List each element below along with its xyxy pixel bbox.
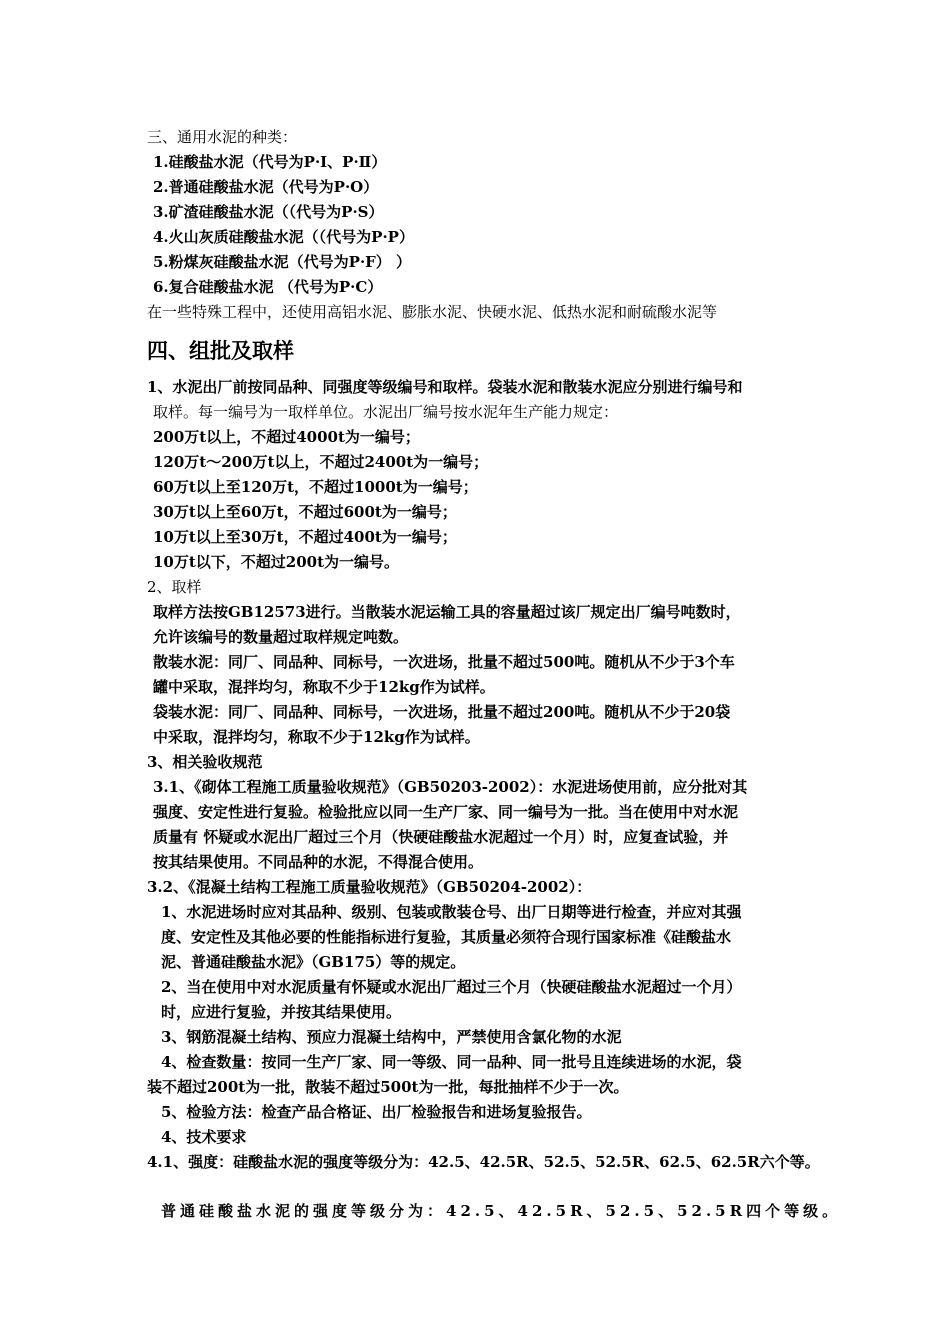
tech-requirements-heading: 4、技术要求 [161,1128,247,1146]
bagged-cement-paragraph: 中采取，混拌均匀，称取不少于12kg作为试样。 [153,728,480,746]
spec-3-2-item: 2、当在使用中对水泥质量有怀疑或水泥出厂超过三个月（快硬硅酸盐水泥超过一个月） [161,978,742,996]
spec-heading: 3、相关验收规范 [147,753,263,771]
cement-type-item: 3.矿渣硅酸盐水泥（（代号为P·S） [153,203,384,221]
cement-type-item: 2.普通硅酸盐水泥（代号为P·O） [153,178,379,196]
spec-3-1-paragraph: 3.1、《砌体工程施工质量验收规范》（GB50203-2002）：水泥进场使用前，应分批对其 [153,778,748,796]
special-cement-note: 在一些特殊工程中，还使用高铝水泥、膨胀水泥、快硬水泥、低热水泥和耐硫酸水泥等 [147,303,718,321]
batch-rule: 60万t以上至120万t，不超过1000t为一编号； [153,478,478,496]
cement-type-item: 1.硅酸盐水泥（代号为P·Ⅰ、P·Ⅱ） [153,153,387,171]
batch-rule: 10万t以下，不超过200t为一编号。 [153,553,400,571]
ordinary-cement-grades: 普通硅酸盐水泥的强度等级分为：42.5、42.5R、52.5、52.5R四个等级。 [161,1202,842,1220]
spec-3-2-item: 装不超过200t为一批，散装不超过500t为一批，每批抽样不少于一次。 [147,1078,629,1096]
batch-rule: 10万t以上至30万t，不超过400t为一编号； [153,528,457,546]
cement-type-item: 5.粉煤灰硅酸盐水泥（代号为P·F） ） [153,253,412,271]
spec-3-2-item: 泥、普通硅酸盐水泥》（GB175）等的规定。 [161,953,466,971]
cement-type-item: 4.火山灰质硅酸盐水泥（（代号为P·P） [153,228,414,246]
section-4-heading: 四、组批及取样 [147,338,294,363]
batch-rule: 120万t～200万t以上，不超过2400t为一编号； [153,453,489,471]
batching-paragraph: 取样。每一编号为一取样单位。水泥出厂编号按水泥年生产能力规定： [153,403,619,421]
spec-3-2-item: 3、钢筋混凝土结构、预应力混凝土结构中，严禁使用含氯化物的水泥 [161,1028,622,1046]
spec-3-1-paragraph: 强度、安定性进行复验。检验批应以同一生产厂家、同一编号为一批。当在使用中对水泥 [153,803,739,821]
bulk-cement-paragraph: 罐中采取，混拌均匀，称取不少于12kg作为试样。 [153,678,495,696]
spec-3-2-heading: 3.2、《混凝土结构工程施工质量验收规范》（GB50204-2002）： [147,878,592,896]
spec-3-1-paragraph: 质量有 怀疑或水泥出厂超过三个月（快硬硅酸盐水泥超过一个月）时，应复查试验，并 [153,828,729,846]
cement-type-item: 6.复合硅酸盐水泥 （代号为P·C） [153,278,383,296]
sampling-paragraph: 允许该编号的数量超过取样规定吨数。 [153,628,409,646]
batch-rule: 200万t以上，不超过4000t为一编号； [153,428,420,446]
sampling-heading: 2、取样 [147,578,202,596]
spec-3-2-item: 1、水泥进场时应对其品种、级别、包装或散装仓号、出厂日期等进行检查，并应对其强 [161,903,742,921]
batch-rule: 30万t以上至60万t，不超过600t为一编号； [153,503,457,521]
spec-3-2-item: 度、安定性及其他必要的性能指标进行复验，其质量必须符合现行国家标准《硅酸盐水 [161,928,732,946]
section-3-title: 三、通用水泥的种类： [147,128,298,146]
spec-3-2-item: 时，应进行复验，并按其结果使用。 [161,1003,402,1021]
spec-3-2-item: 5、检验方法：检查产品合格证、出厂检验报告和进场复验报告。 [161,1103,592,1121]
sampling-paragraph: 取样方法按GB12573进行。当散装水泥运输工具的容量超过该厂规定出厂编号吨数时， [153,603,741,621]
strength-grade-paragraph: 4.1、强度：硅酸盐水泥的强度等级分为：42.5、42.5R、52.5、52.5R、62.5、62.5R六个等。 [147,1153,820,1171]
spec-3-2-item: 4、检查数量：按同一生产厂家、同一等级、同一品种、同一批号且连续进场的水泥，袋 [161,1053,742,1071]
batching-paragraph: 1、水泥出厂前按同品种、同强度等级编号和取样。袋装水泥和散装水泥应分别进行编号和 [147,378,743,396]
spec-3-1-paragraph: 按其结果使用。不同品种的水泥，不得混合使用。 [153,853,484,871]
bulk-cement-paragraph: 散装水泥：同厂、同品种、同标号，一次进场，批量不超过500吨。随机从不少于3个车 [153,653,735,671]
bagged-cement-paragraph: 袋装水泥：同厂、同品种、同标号，一次进场，批量不超过200吨。随机从不少于20袋 [153,703,731,721]
